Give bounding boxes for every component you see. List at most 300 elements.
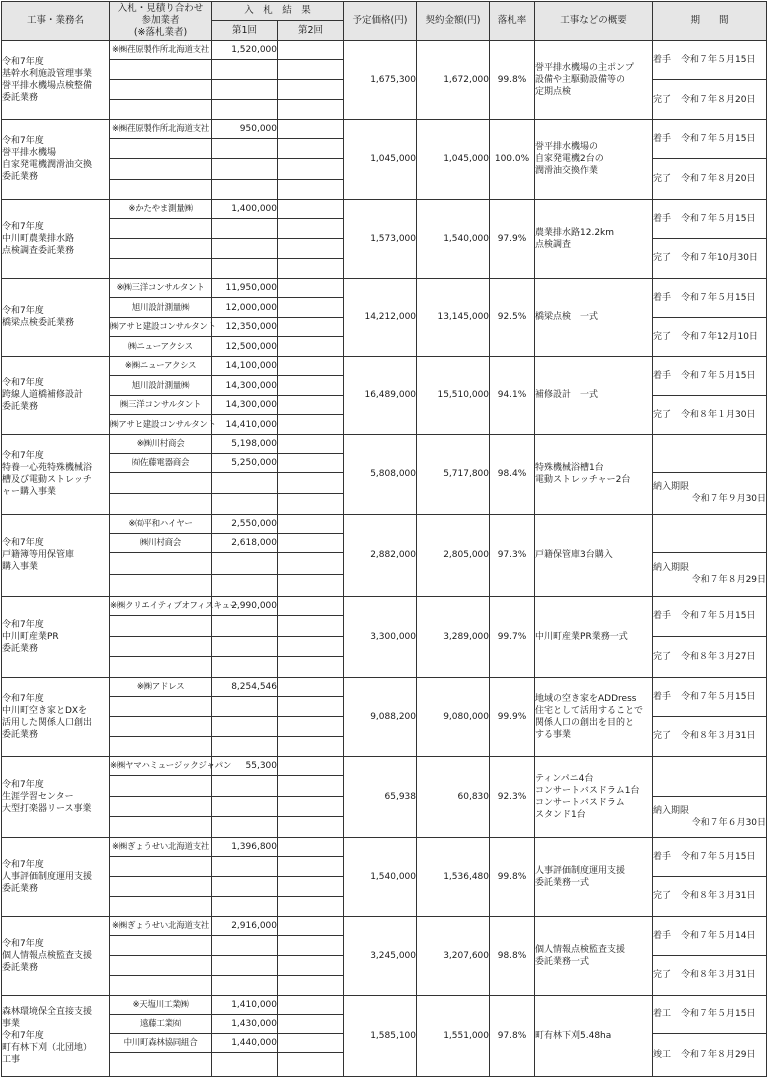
period-blank (653, 514, 767, 552)
period-end (653, 716, 767, 756)
bid-amount-round1 (212, 218, 278, 238)
bid-amount-round1 (212, 574, 278, 596)
period-start-label: 着工 (653, 1009, 672, 1020)
period-end (653, 317, 767, 356)
work-name-line: 個人情報点検監査支援 (2, 950, 93, 961)
table-row (2, 995, 767, 1014)
header-period: 期 間 (653, 2, 767, 41)
work-name-line: 令和7年度 (2, 451, 44, 462)
bidder-name (110, 139, 212, 159)
award-rate: 99.8% (490, 837, 535, 916)
work-name-cell (2, 41, 110, 120)
bid-amount-round1 (212, 935, 278, 955)
period-start (653, 916, 767, 955)
bidder-name: ※㈱荏原製作所北海道支社 (110, 120, 212, 139)
bid-amount-round1 (212, 876, 278, 896)
bidder-name (110, 472, 212, 493)
work-name-line: 令和7年度 (2, 221, 44, 232)
table-row (2, 756, 767, 775)
work-summary-line: コンサートバスドラム (535, 797, 625, 808)
work-summary-line: 関係人口の創出を目的と (535, 717, 635, 728)
bid-amount-round2 (278, 736, 344, 756)
bid-amount-round1 (212, 493, 278, 514)
work-summary (535, 514, 653, 596)
contract-amount: 3,207,600 (417, 916, 490, 995)
delivery-deadline (653, 472, 767, 514)
bidder-name: ㈱アサヒ建設コンサルタント (110, 317, 212, 337)
work-name-line: 人事評価制度運用支援 (2, 871, 93, 882)
period-end (653, 159, 767, 200)
period-start-label: 着手 (653, 851, 672, 862)
bidder-name: ※㈱クリエイティブオフィスキュー (110, 596, 212, 615)
period-end-label: 完了 (653, 731, 672, 742)
bid-amount-round1: 55,300 (212, 756, 278, 775)
bid-amount-round1: 8,254,546 (212, 677, 278, 696)
bidder-name (110, 736, 212, 756)
work-name-line: 中川町産業PR (2, 631, 59, 642)
work-summary-line: 橋梁点検 一式 (535, 312, 599, 323)
bidder-name: 旭川設計測量㈱ (110, 376, 212, 396)
bidder-name (110, 636, 212, 657)
work-name-cell (2, 677, 110, 756)
bidder-name: ※㈲平和ハイヤー (110, 514, 212, 533)
delivery-deadline (653, 552, 767, 596)
work-name-line: 令和7年度 (2, 57, 44, 67)
bid-amount-round2 (278, 636, 344, 657)
period-end-label: 完了 (653, 94, 672, 105)
work-name-cell (2, 916, 110, 995)
period-end-date: 令和８年３月31日 (681, 891, 756, 902)
bid-amount-round1 (212, 472, 278, 493)
bid-amount-round1 (212, 100, 278, 120)
header-participants-line3: (※落札業者) (133, 27, 188, 38)
work-summary (535, 596, 653, 677)
work-summary-line: 人事評価制度運用支援 (535, 865, 626, 876)
bid-amount-round1 (212, 159, 278, 179)
bid-amount-round1 (212, 817, 278, 838)
work-summary-line: 電動ストレッチャー2台 (535, 475, 631, 486)
period-start-date: 令和７年５月15日 (681, 134, 756, 145)
bid-amount-round2 (278, 278, 344, 298)
bid-amount-round1 (212, 60, 278, 80)
bid-amount-round2 (278, 434, 344, 453)
period-end (653, 876, 767, 916)
period-end-label: 完了 (653, 651, 672, 662)
work-name-line: 委託業務 (2, 172, 39, 183)
bid-amount-round1: 2,990,000 (212, 596, 278, 615)
work-name-line: 委託業務 (2, 402, 39, 413)
bidder-name (110, 896, 212, 916)
work-summary-line: 中川町産業PR業務一式 (535, 631, 628, 642)
bid-amount-round1 (212, 975, 278, 995)
bidder-name: 遠藤工業㈲ (110, 1014, 212, 1033)
bidder-name (110, 696, 212, 716)
bid-amount-round2 (278, 100, 344, 120)
bidder-name (110, 100, 212, 120)
bid-amount-round1: 1,400,000 (212, 199, 278, 218)
period-end-label: 完了 (653, 891, 672, 902)
bid-amount-round2 (278, 955, 344, 975)
bid-amount-round2 (278, 1014, 344, 1033)
bid-amount-round2 (278, 376, 344, 396)
work-name-line: 令和7年度 (2, 693, 44, 704)
work-summary (535, 995, 653, 1076)
bid-amount-round1: 5,198,000 (212, 434, 278, 453)
bid-amount-round2 (278, 775, 344, 796)
period-end-date: 令和７年８月20日 (681, 94, 756, 105)
delivery-deadline (653, 796, 767, 837)
bidder-name (110, 493, 212, 514)
work-name-line: 委託業務 (2, 883, 39, 894)
award-rate: 94.1% (490, 356, 535, 434)
planned-price: 1,585,100 (344, 995, 417, 1076)
table-row (2, 514, 767, 533)
period-start-date: 令和７年５月15日 (681, 370, 756, 381)
period-start-label: 着手 (653, 930, 672, 941)
work-name-line: 令和7年度 (2, 859, 44, 870)
bidder-name: ※㈱荏原製作所北海道支社 (110, 41, 212, 60)
bidder-name (110, 657, 212, 678)
contract-amount: 1,672,000 (417, 41, 490, 120)
period-start-date: 令和７年５月15日 (681, 1009, 756, 1020)
bidder-name: ※かたやま測量㈱ (110, 199, 212, 218)
bid-amount-round1: 5,250,000 (212, 453, 278, 472)
table-row (2, 356, 767, 376)
period-end-label: 完了 (653, 331, 672, 342)
bidder-name (110, 238, 212, 258)
bid-amount-round2 (278, 415, 344, 435)
bidder-name (110, 615, 212, 636)
bid-amount-round1 (212, 856, 278, 876)
period-start (653, 278, 767, 317)
work-summary-line: 委託業務一式 (535, 877, 590, 888)
bid-amount-round2 (278, 120, 344, 139)
period-start-label: 着手 (653, 611, 672, 622)
bid-amount-round2 (278, 514, 344, 533)
header-planned-price: 予定価格(円) (344, 2, 417, 41)
work-name-cell (2, 596, 110, 677)
bid-amount-round2 (278, 218, 344, 238)
contract-amount: 1,045,000 (417, 120, 490, 200)
bidder-name: 旭川設計測量㈱ (110, 298, 212, 318)
award-rate: 92.5% (490, 278, 535, 356)
work-name-line: 橋梁点検委託業務 (2, 318, 75, 329)
work-name-line: 令和7年度 (2, 1030, 44, 1041)
header-work-name: 工事・業務名 (2, 2, 110, 41)
work-summary (535, 356, 653, 434)
bid-amount-round1 (212, 258, 278, 278)
table-row (2, 199, 767, 218)
planned-price: 16,489,000 (344, 356, 417, 434)
planned-price: 5,808,000 (344, 434, 417, 514)
work-name-line: 工事 (2, 1054, 21, 1065)
bid-amount-round2 (278, 493, 344, 514)
work-name-line: 委託業務 (2, 643, 39, 654)
header-award-rate: 落札率 (490, 2, 535, 41)
bid-amount-round2 (278, 615, 344, 636)
work-name-line: ャー購入事業 (2, 487, 57, 498)
work-summary (535, 677, 653, 756)
planned-price: 1,540,000 (344, 837, 417, 916)
period-start (653, 199, 767, 238)
period-end-date: 令和８年３月27日 (681, 651, 756, 662)
bidder-name (110, 574, 212, 596)
contract-amount: 5,717,800 (417, 434, 490, 514)
award-rate: 97.8% (490, 995, 535, 1076)
period-start-date: 令和７年５月15日 (681, 213, 756, 224)
bid-amount-round2 (278, 756, 344, 775)
period-end-label: 竣工 (653, 1049, 672, 1060)
work-summary (535, 120, 653, 200)
bidder-name (110, 955, 212, 975)
period-end-date: 令和８年１月30日 (681, 409, 756, 420)
bidder-name (110, 775, 212, 796)
work-name-cell (2, 278, 110, 356)
table-row (2, 41, 767, 60)
bidder-name (110, 876, 212, 896)
work-name-line: 令和7年度 (2, 938, 44, 949)
award-rate: 100.0% (490, 120, 535, 200)
planned-price: 14,212,000 (344, 278, 417, 356)
bid-amount-round1 (212, 796, 278, 817)
work-name-line: 令和7年度 (2, 538, 44, 549)
work-name-line: 令和7年度 (2, 779, 44, 790)
bid-amount-round2 (278, 159, 344, 179)
work-name-line: 自家発電機潤滑油交換 (2, 160, 93, 171)
period-start-label: 着手 (653, 691, 672, 702)
work-summary-line: 個人情報点検監査支援 (535, 944, 626, 955)
bidder-name: ※㈱三洋コンサルタント (110, 278, 212, 298)
bid-amount-round1 (212, 636, 278, 657)
table-row (2, 596, 767, 615)
bid-amount-round1: 950,000 (212, 120, 278, 139)
contract-amount: 13,145,000 (417, 278, 490, 356)
award-rate: 98.4% (490, 434, 535, 514)
bid-amount-round2 (278, 856, 344, 876)
bid-amount-round2 (278, 356, 344, 376)
bidder-name (110, 716, 212, 736)
work-name-line: 戸籍簿等用保管庫 (2, 550, 75, 561)
bidder-name (110, 159, 212, 179)
period-end-label: 完了 (653, 253, 672, 264)
work-name-cell (2, 356, 110, 434)
period-end (653, 1033, 767, 1076)
period-blank (653, 434, 767, 472)
period-end-date: 令和７年10月30日 (681, 253, 758, 264)
work-summary-line: 設備や主駆動設備等の (535, 75, 626, 85)
period-start-label: 着手 (653, 55, 672, 65)
work-summary-line: する事業 (535, 729, 572, 740)
period-start (653, 995, 767, 1033)
bid-amount-round1: 12,000,000 (212, 298, 278, 318)
bid-amount-round1 (212, 80, 278, 100)
work-summary-line: 定期点検 (535, 87, 572, 97)
bidder-name: 中川町森林協同組合 (110, 1033, 212, 1052)
bid-amount-round2 (278, 716, 344, 736)
work-name-line: 生涯学習センター (2, 791, 74, 802)
work-name-cell (2, 837, 110, 916)
table-row (2, 434, 767, 453)
period-start-label: 着手 (653, 292, 672, 303)
bidder-name (110, 60, 212, 80)
bid-amount-round2 (278, 916, 344, 935)
work-name-cell (2, 995, 110, 1076)
bid-amount-round1: 1,396,800 (212, 837, 278, 856)
work-summary (535, 837, 653, 916)
bidder-name: ※天塩川工業㈱ (110, 995, 212, 1014)
period-start (653, 837, 767, 876)
bid-results-table (1, 1, 767, 1077)
bid-amount-round2 (278, 696, 344, 716)
bid-amount-round2 (278, 238, 344, 258)
bid-amount-round1: 2,916,000 (212, 916, 278, 935)
bid-amount-round1: 1,410,000 (212, 995, 278, 1014)
work-summary (535, 199, 653, 278)
bid-amount-round1: 2,550,000 (212, 514, 278, 533)
bid-amount-round1 (212, 896, 278, 916)
bidder-name: ※㈱アドレス (110, 677, 212, 696)
bid-amount-round2 (278, 472, 344, 493)
planned-price: 9,088,200 (344, 677, 417, 756)
period-end-date: 令和７年８月20日 (681, 174, 756, 185)
planned-price: 3,300,000 (344, 596, 417, 677)
period-start (653, 596, 767, 636)
bid-amount-round2 (278, 975, 344, 995)
bid-amount-round1: 12,350,000 (212, 317, 278, 337)
work-summary-line: コンサートバスドラム1台 (535, 785, 640, 796)
bid-amount-round1 (212, 736, 278, 756)
work-name-cell (2, 199, 110, 278)
period-end-date: 令和７年12月10日 (681, 331, 758, 342)
period-start-date: 令和７年５月15日 (681, 691, 756, 702)
bid-amount-round1 (212, 615, 278, 636)
period-start-date: 令和７年５月15日 (681, 851, 756, 862)
work-summary-line: 特殊機械浴槽1台 (535, 463, 604, 474)
bidder-name (110, 796, 212, 817)
period-start-label: 着手 (653, 134, 672, 145)
bidder-name: ㈱ニューアクシス (110, 337, 212, 357)
bid-amount-round1: 1,520,000 (212, 41, 278, 60)
header-round1: 第1回 (212, 21, 278, 41)
work-name-line: 跨線人道橋補修設計 (2, 390, 84, 401)
bid-amount-round2 (278, 1052, 344, 1076)
work-summary-line: 自家発電機2台の (535, 154, 604, 165)
work-name-line: 令和7年度 (2, 378, 44, 389)
work-name-line: 令和7年度 (2, 619, 44, 630)
bid-amount-round1: 14,100,000 (212, 356, 278, 376)
work-summary-line: 委託業務一式 (535, 956, 590, 967)
bid-amount-round1 (212, 955, 278, 975)
table-row (2, 837, 767, 856)
bid-amount-round1 (212, 179, 278, 199)
bidder-name: ※㈱ぎょうせい北海道支社 (110, 916, 212, 935)
work-summary-line: ティンパニ4台 (535, 773, 594, 784)
period-end (653, 955, 767, 995)
work-summary-line: 誉平排水機場の主ポンプ (535, 63, 635, 73)
bidder-name: ※㈱ぎょうせい北海道支社 (110, 837, 212, 856)
contract-amount: 15,510,000 (417, 356, 490, 434)
bid-amount-round2 (278, 935, 344, 955)
work-summary-line: スタンド1台 (535, 809, 586, 820)
bid-amount-round2 (278, 533, 344, 552)
table-row (2, 677, 767, 696)
bidder-name (110, 817, 212, 838)
contract-amount: 1,551,000 (417, 995, 490, 1076)
award-rate: 99.8% (490, 41, 535, 120)
work-summary-line: 住宅として活用することで (535, 705, 644, 716)
period-end-date: 令和７年８月29日 (681, 1049, 756, 1060)
work-name-line: 活用した関係人口創出 (2, 717, 93, 728)
header-contract-amount: 契約金額(円) (417, 2, 490, 41)
work-summary-line: 潤滑油交換作業 (535, 166, 599, 177)
bid-amount-round1: 14,300,000 (212, 395, 278, 415)
period-end-label: 完了 (653, 970, 672, 981)
work-name-line: 基幹水利施設管理事業 (2, 69, 93, 79)
contract-amount: 9,080,000 (417, 677, 490, 756)
work-name-line: 委託業務 (2, 962, 39, 973)
bid-amount-round2 (278, 258, 344, 278)
work-name-line: 委託業務 (2, 93, 39, 103)
bidder-name (110, 179, 212, 199)
bid-amount-round2 (278, 657, 344, 678)
bid-amount-round2 (278, 298, 344, 318)
bid-amount-round1: 1,430,000 (212, 1014, 278, 1033)
delivery-label: 納入期限 (653, 482, 690, 493)
bid-amount-round1 (212, 716, 278, 736)
period-start-date: 令和７年５月15日 (681, 55, 756, 65)
period-end (653, 636, 767, 677)
bidder-name (110, 975, 212, 995)
bid-amount-round2 (278, 80, 344, 100)
work-summary-line: 補修設計 一式 (535, 390, 599, 401)
bidder-name (110, 218, 212, 238)
bidder-name: ㈱三洋コンサルタント (110, 395, 212, 415)
period-end-label: 完了 (653, 409, 672, 420)
work-summary (535, 278, 653, 356)
header-participants (110, 2, 212, 41)
work-name-cell (2, 120, 110, 200)
bid-amount-round2 (278, 1033, 344, 1052)
bidder-name (110, 258, 212, 278)
bid-amount-round1 (212, 238, 278, 258)
bid-amount-round1 (212, 139, 278, 159)
work-name-cell (2, 514, 110, 596)
bid-amount-round1: 2,618,000 (212, 533, 278, 552)
period-end-date: 令和８年３月31日 (681, 970, 756, 981)
work-name-line: 特養一心苑特殊機械浴 (2, 463, 93, 474)
bid-amount-round2 (278, 817, 344, 838)
work-name-cell (2, 434, 110, 514)
period-start-date: 令和７年５月15日 (681, 292, 756, 303)
table-row (2, 120, 767, 139)
bid-amount-round2 (278, 596, 344, 615)
planned-price: 1,675,300 (344, 41, 417, 120)
delivery-label: 納入期限 (653, 805, 690, 816)
period-end-date: 令和８年３月31日 (681, 731, 756, 742)
bid-amount-round2 (278, 896, 344, 916)
work-name-line: 中川町農業排水路 (2, 233, 75, 244)
period-start-label: 着手 (653, 370, 672, 381)
work-name-line: 森林環境保全直接支援 (2, 1006, 93, 1017)
header-round2: 第2回 (278, 21, 344, 41)
planned-price: 1,045,000 (344, 120, 417, 200)
bid-amount-round2 (278, 574, 344, 596)
period-start (653, 356, 767, 395)
bid-amount-round2 (278, 199, 344, 218)
bid-amount-round1: 11,950,000 (212, 278, 278, 298)
work-name-line: 槽及び電動ストレッチ (2, 475, 92, 486)
work-name-line: 中川町空き家とDXを (2, 705, 88, 716)
